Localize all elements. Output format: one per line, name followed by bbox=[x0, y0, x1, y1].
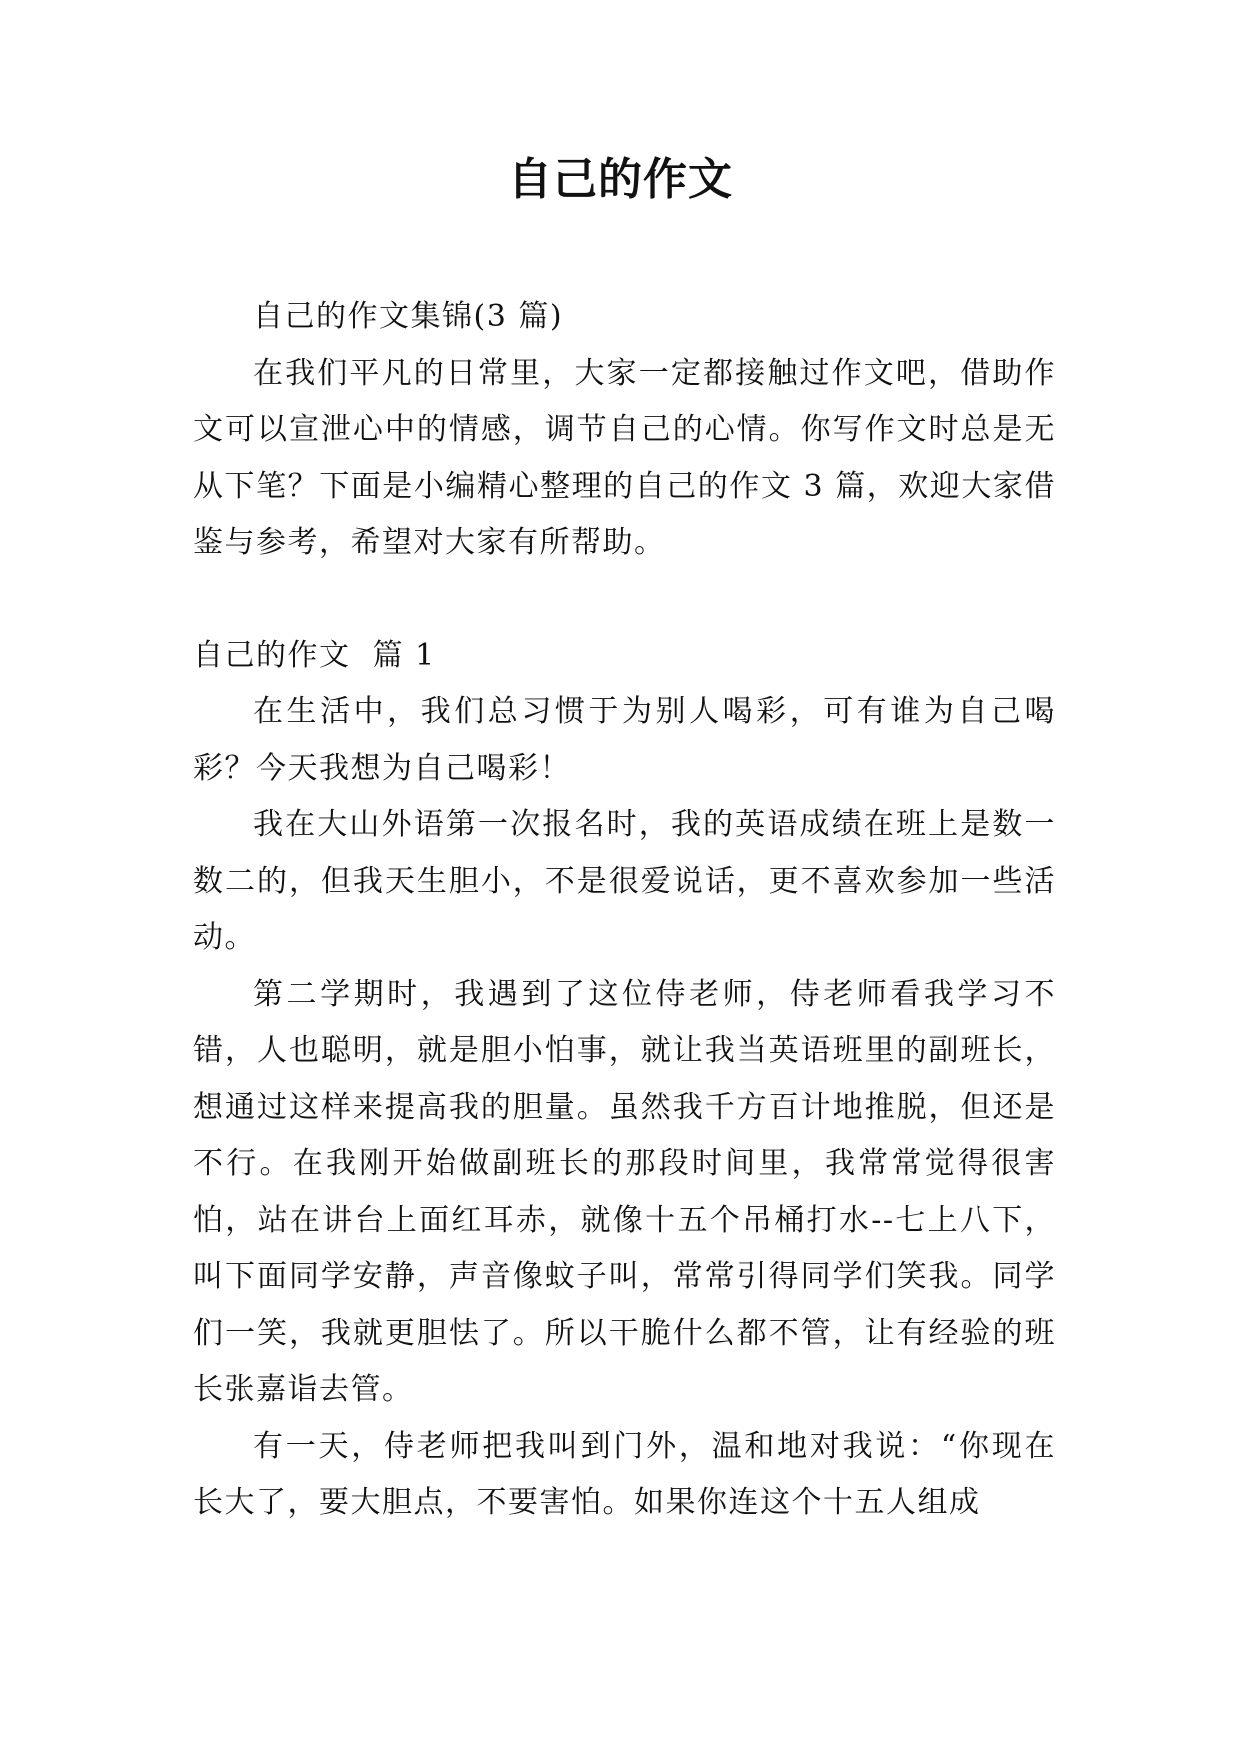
document-title: 自己的作文 bbox=[508, 154, 733, 205]
body-paragraph: 在生活中，我们总习惯于为别人喝彩，可有谁为自己喝彩？今天我想为自己喝彩！ bbox=[193, 694, 1056, 786]
intro-paragraph: 在我们平凡的日常里，大家一定都接触过作文吧，借助作文可以宣泄心中的情感，调节自己的心情。你写作文时总是无从下笔？下面是小编精心整理的自己的作文 3 篇，欢迎大家借鉴与参考，希望对大家有所帮助。 bbox=[193, 355, 1056, 560]
section-spacer bbox=[193, 572, 1056, 628]
body-paragraph: 第二学期时，我遇到了这位侍老师，侍老师看我学习不错，人也聪明，就是胆小怕事，就让我当英语班里的副班长，想通过这样来提高我的胆量。虽然我千方百计地推脱，但还是不行。在我刚开始做副班长的那段时间里，我常常觉得很害怕，站在讲台上面红耳赤，就像十五个吊桶打水--七上八下，叫下面同学安静，声音像蚊子叫，常常引得同学们笑我。同学们一笑，我就更胆怯了。所以干脆什么都不管，让有经验的班长张嘉诣去管。 bbox=[193, 976, 1056, 1407]
intro-heading: 自己的作文集锦(3 篇) bbox=[253, 299, 564, 334]
body-paragraph: 有一天，侍老师把我叫到门外，温和地对我说：“你现在长大了，要大胆点，不要害怕。如果你连这个十五人组成 bbox=[193, 1428, 1056, 1520]
section-heading: 自己的作文 篇 1 bbox=[193, 637, 436, 673]
body-paragraph: 我在大山外语第一次报名时，我的英语成绩在班上是数一数二的，但我天生胆小，不是很爱说话，更不喜欢参加一些活动。 bbox=[193, 807, 1056, 955]
document-body bbox=[193, 289, 1056, 1532]
